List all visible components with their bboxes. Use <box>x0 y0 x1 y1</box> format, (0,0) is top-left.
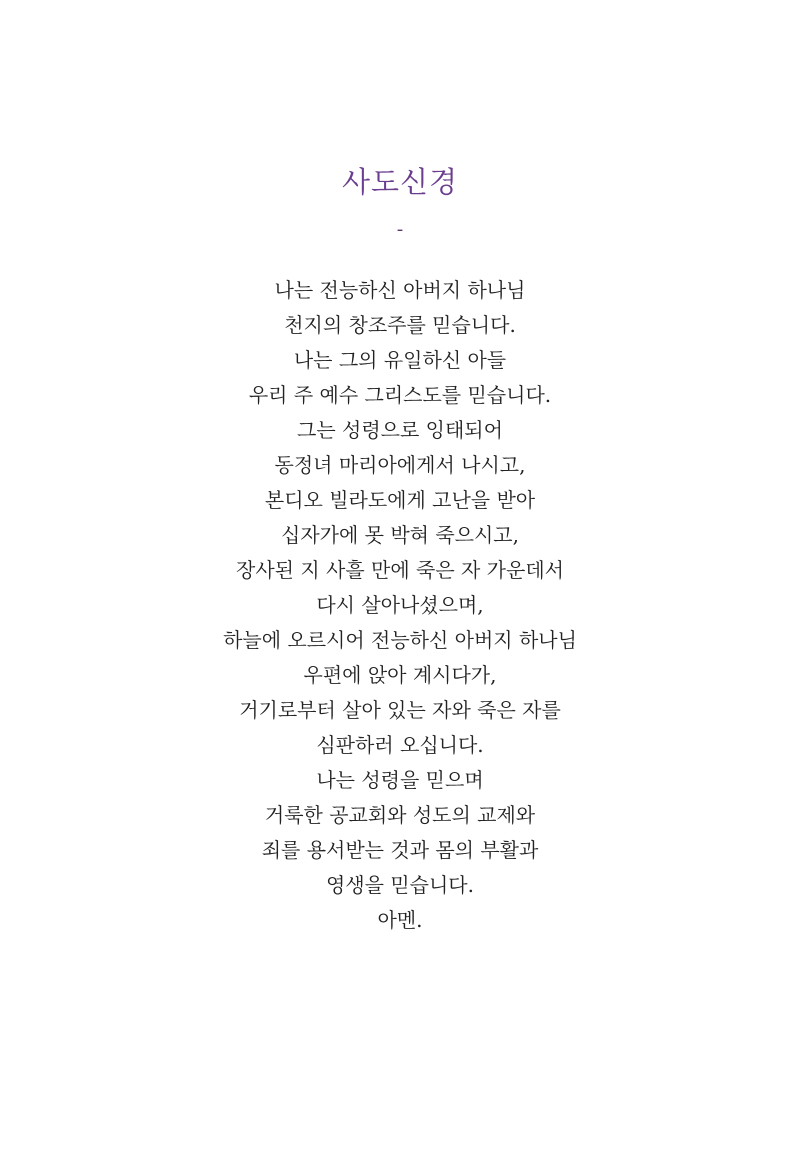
creed-line: 그는 성령으로 잉태되어 <box>297 418 503 442</box>
creed-line: 나는 그의 유일하신 아들 <box>293 348 507 372</box>
creed-line: 천지의 창조주를 믿습니다. <box>284 313 516 337</box>
creed-line: 영생을 믿습니다. <box>326 873 474 897</box>
creed-line: 하늘에 오르시어 전능하신 아버지 하나님 <box>223 628 577 652</box>
creed-line: 심판하러 오십니다. <box>316 733 484 757</box>
creed-line: 우리 주 예수 그리스도를 믿습니다. <box>248 383 552 407</box>
creed-line: 거기로부터 살아 있는 자와 죽은 자를 <box>239 698 561 722</box>
creed-line: 십자가에 못 박혀 죽으시고, <box>281 523 519 547</box>
creed-line: 우편에 앉아 계시다가, <box>303 663 497 687</box>
creed-line: 장사된 지 사흘 만에 죽은 자 가운데서 <box>236 558 564 582</box>
creed-line: 다시 살아나셨으며, <box>316 593 484 617</box>
creed-line: 동정녀 마리아에게서 나시고, <box>274 453 526 477</box>
creed-text <box>0 273 800 938</box>
creed-line: 죄를 용서받는 것과 몸의 부활과 <box>261 838 539 862</box>
creed-line: 나는 성령을 믿으며 <box>316 768 484 792</box>
creed-line: 거룩한 공교회와 성도의 교제와 <box>264 803 536 827</box>
document-title: 사도신경 <box>341 165 459 199</box>
creed-line: 아멘. <box>377 908 423 932</box>
creed-line: 본디오 빌라도에게 고난을 받아 <box>264 488 536 512</box>
creed-line: 나는 전능하신 아버지 하나님 <box>274 278 526 302</box>
title-divider: - <box>396 219 404 240</box>
